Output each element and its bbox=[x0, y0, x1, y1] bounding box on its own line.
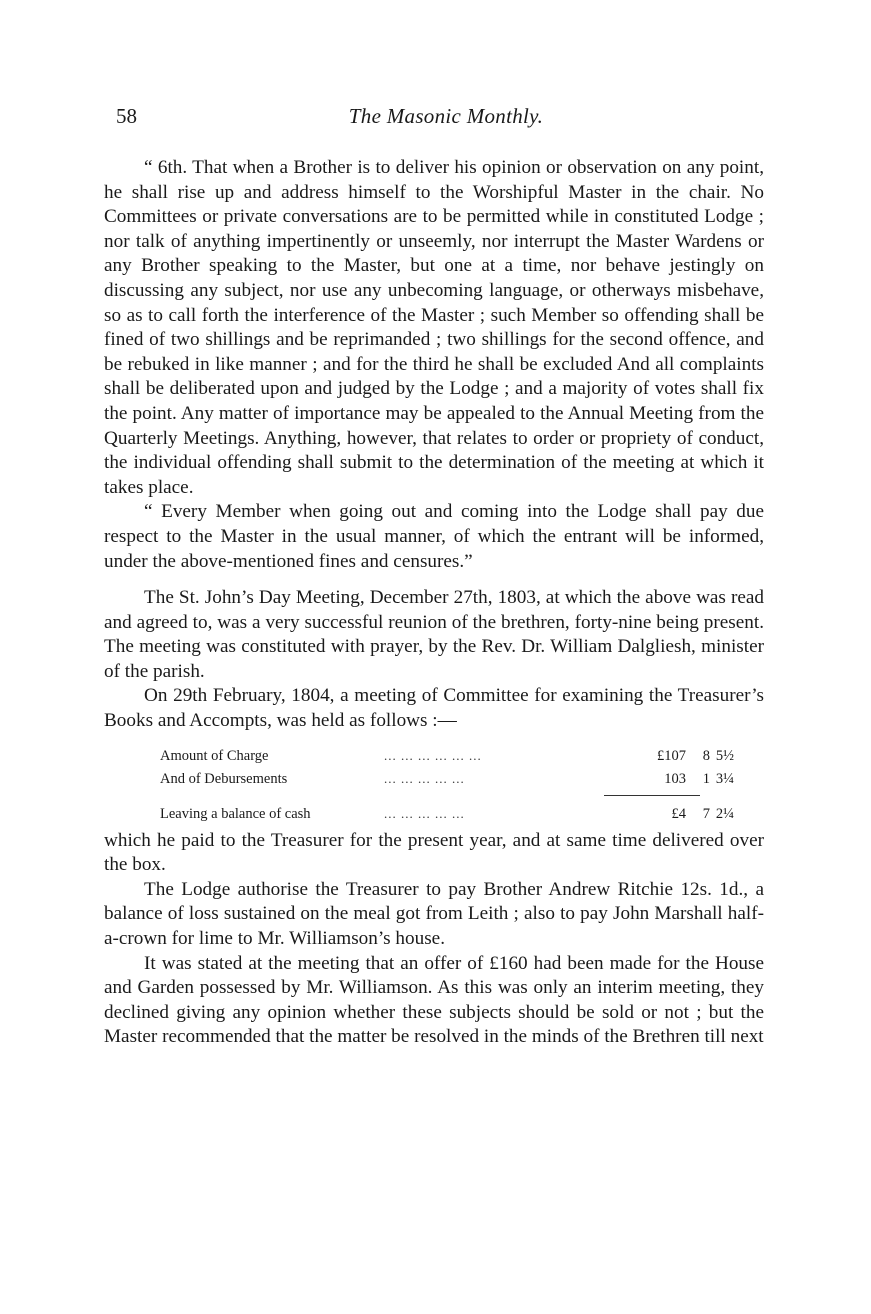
account-dots: ... ... ... ... ... ... bbox=[384, 747, 482, 763]
account-row-debursements bbox=[104, 767, 764, 790]
paragraph-rule-sixth: “ 6th. That when a Brother is to deliver his opinion or observation on any point, he shall rise up and address himself to the Worshipful Master in the chair. No Committees or private conversations are to be permitted while in constituted Lodge ; nor talk of anything impertinently or unseemly, nor interrupt the Master Wardens or any Brother speaking to the Master, but one at a time, nor behave jestingly on discussing any subject, nor use any unbecoming language, or otherways misbehave, so as to call forth the interference of the Master ; such Member so offending shall be fined of two shillings and be reprimanded ; two shillings for the second offence, and be rebuked in like manner ; and for the third he shall be excluded And all complaints shall be deliberated upon and judged by the Lodge ; and a majority of votes shall fix the point. Any matter of importance may be appealed to the Annual Meeting from the Quarterly Meetings. Anything, however, that relates to order or propriety of conduct, the individual offending shall submit to the determination of the meeting at which it takes place. bbox=[104, 157, 764, 498]
running-title: The Masonic Monthly. bbox=[348, 104, 544, 128]
account-row-charge bbox=[104, 744, 764, 767]
account-pence: 2¼ bbox=[715, 805, 734, 822]
paragraph-house-offer: It was stated at the meeting that an offer of £160 had been made for the House and Garden possessed by Mr. Williamson. As this was only an interim meeting, they declined giving any opinion whether these subjects should be sold or not ; but the Master recommended that the matter be resolved in the minds of the Brethren till next bbox=[104, 952, 764, 1048]
paragraph-st-johns-day: The St. John’s Day Meeting, December 27th, 1803, at which the above was read and agreed to, was a very successful reunion of the brethren, forty-nine being present. The meeting was constituted with prayer, by the Rev. Dr. William Dalgliesh, minister of the parish. bbox=[104, 587, 764, 682]
page-number: 58 bbox=[116, 104, 137, 128]
account-shillings: 7 bbox=[702, 805, 710, 822]
account-pence: 3¼ bbox=[715, 770, 734, 787]
account-pounds: £107 bbox=[657, 747, 686, 764]
paragraph-committee-meeting: On 29th February, 1804, a meeting of Committee for examining the Treasurer’s Books and Accompts, was held as follows :— bbox=[104, 685, 764, 732]
account-dots: ... ... ... ... ... bbox=[384, 770, 465, 786]
account-pounds: 103 bbox=[664, 770, 686, 787]
account-label: Leaving a balance of cash bbox=[160, 805, 311, 822]
body-text bbox=[104, 156, 764, 1050]
account-row-balance bbox=[104, 802, 764, 825]
account-pence: 5½ bbox=[715, 747, 734, 764]
account-label: Amount of Charge bbox=[160, 747, 269, 764]
account-label: And of Debursements bbox=[160, 770, 288, 787]
treasurer-account bbox=[104, 744, 764, 825]
paragraph-member-respect: “ Every Member when going out and coming into the Lodge shall pay due respect to the Master in the usual manner, of which the entrant will be informed, under the above-mentioned fines and censures.” bbox=[104, 501, 764, 572]
account-pounds: £4 bbox=[671, 805, 686, 822]
account-shillings: 1 bbox=[702, 770, 710, 787]
page-header bbox=[116, 104, 776, 134]
account-sum-rule bbox=[104, 790, 764, 800]
account-shillings: 8 bbox=[702, 747, 710, 764]
paragraph-lodge-authorise: The Lodge authorise the Treasurer to pay Brother Andrew Ritchie 12s. 1d., a balance of loss sustained on the meal got from Leith ; also to pay John Marshall half-a-crown for lime to Mr. Williamson’s house. bbox=[104, 878, 764, 950]
account-dots: ... ... ... ... ... bbox=[384, 805, 465, 821]
paragraph-paid-treasurer: which he paid to the Treasurer for the present year, and at same time delivered over the box. bbox=[104, 829, 764, 876]
